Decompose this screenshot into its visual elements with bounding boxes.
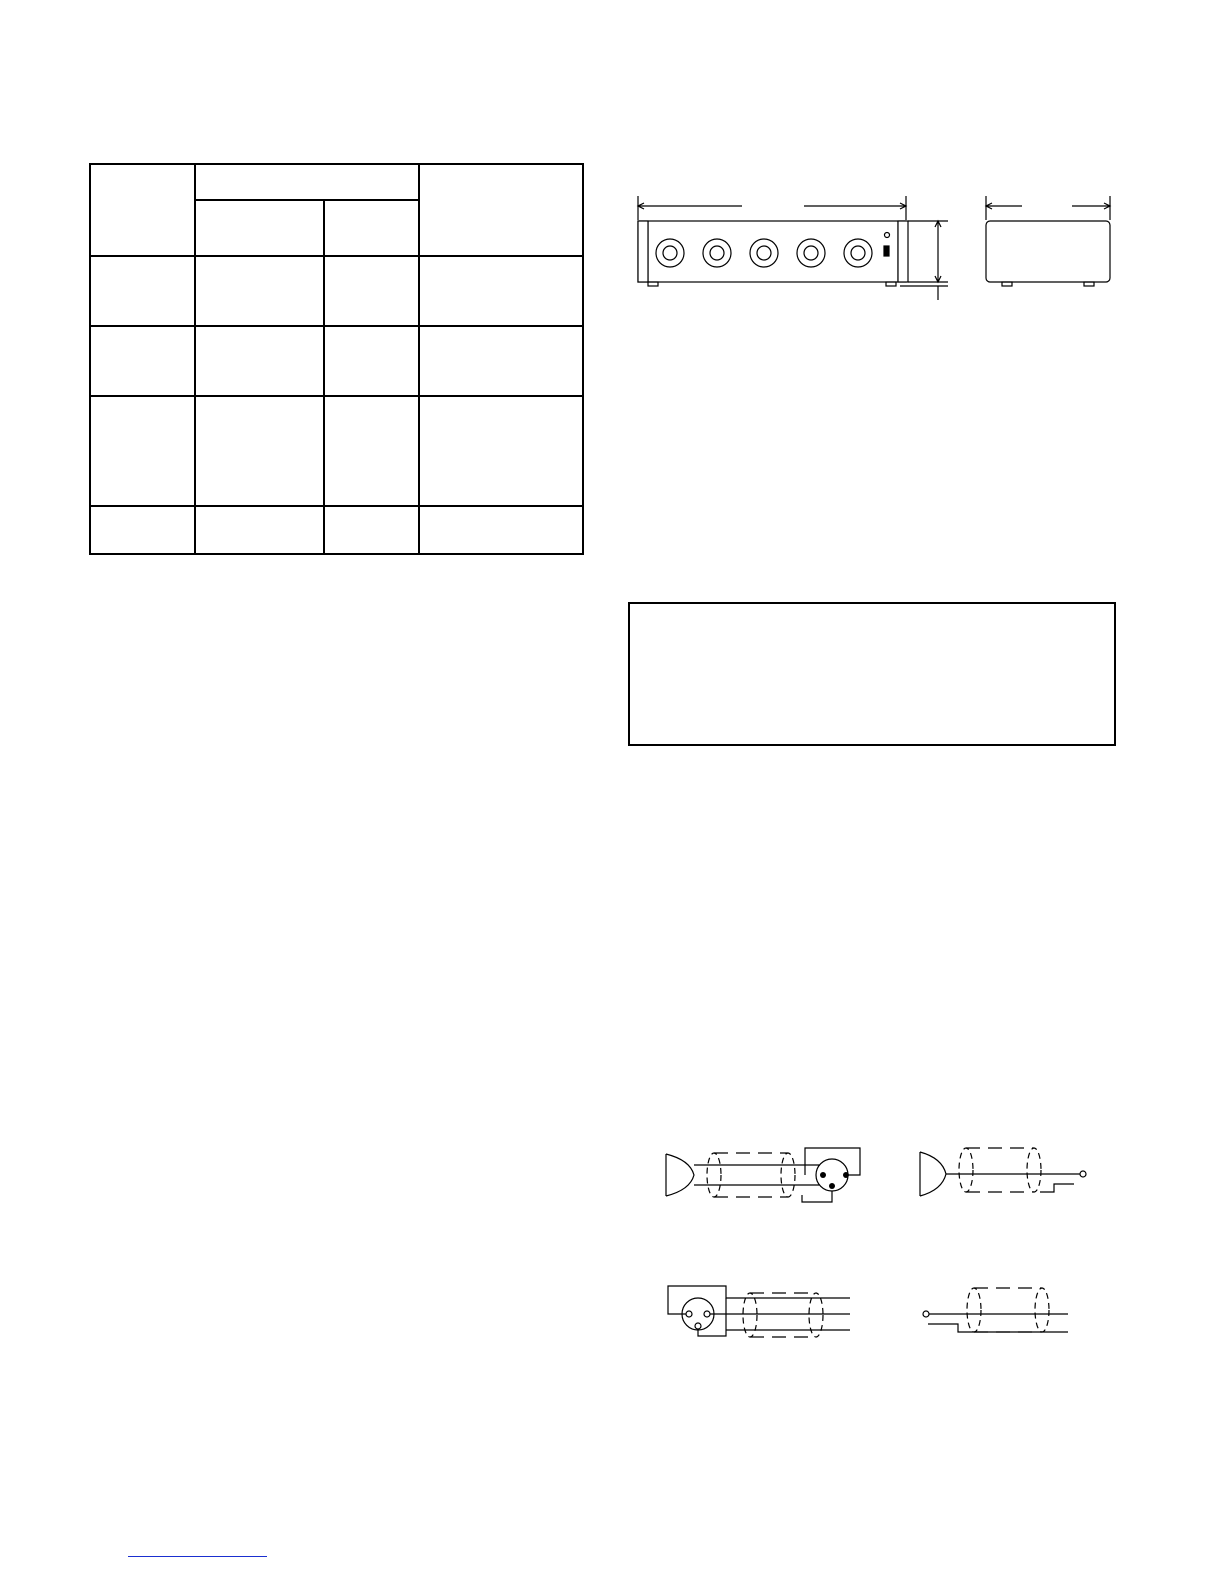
table-row-rule-2 [91,325,582,327]
table-col-divider-2 [323,200,325,553]
footer-link[interactable] [128,1556,267,1557]
table-row-rule-4 [91,505,582,507]
spec-table [89,163,584,555]
table-col-divider-1 [194,165,196,553]
notice-box [628,602,1116,746]
cable-diagram-ts-to-bare [914,1140,1094,1210]
cable-diagram-bare-to-cable [918,1280,1078,1350]
unit-side-view-drawing [980,190,1120,295]
unit-front-view-drawing [630,190,960,305]
table-row-rule-3 [91,395,582,397]
table-col-divider-3 [418,165,420,553]
table-header-subrule [194,199,420,201]
table-row-rule-1 [91,255,582,257]
cable-diagram-xlr-to-cable [660,1280,860,1350]
cable-diagram-trs-to-xlr [660,1140,870,1210]
